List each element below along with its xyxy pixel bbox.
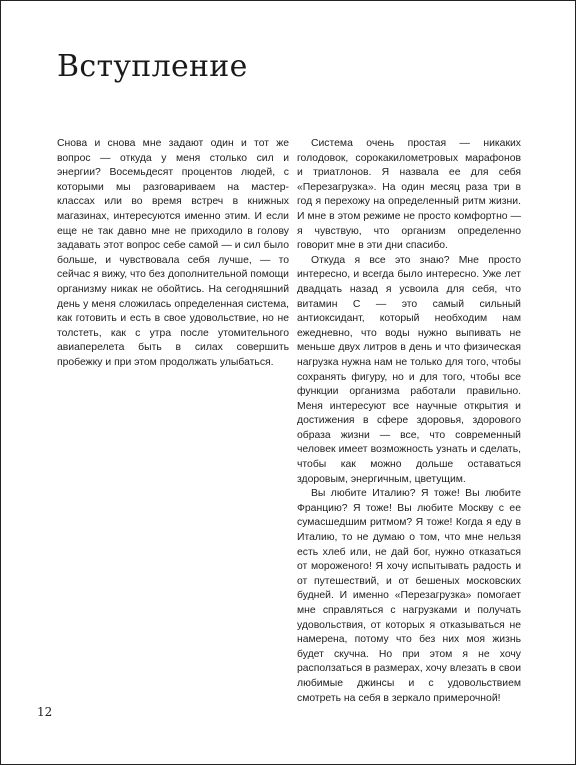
paragraph: Вы любите Италию? Я тоже! Вы любите Францию? Я тоже! Вы любите Москву с ее сумасшедшим ритмом? Я тоже! Когда я еду в Италию, то не думаю о том, что мне нельзя есть хлеб или, не дай бог, нужно отказаться от мороженого! Я хочу испытывать радость и от путешествий, и от бешеных московских будней. И именно «Перезагрузка» помогает мне справляться с нагрузками и получать удовольствия, от которых я отказываться не намерена, потому что без них моя жизнь будет скучна. Но при этом я не хочу расползаться в размерах, хочу влезать в свои любимые джинсы и с удовольствием смотреть на себя в зеркало примерочной!	[297, 488, 521, 704]
paragraph: Снова и снова мне задают один и тот же вопрос — откуда у меня столько сил и энергии? Восемьдесят процентов людей, с которыми мы разговариваем на мастер-классах или во время встреч в книжных магазинах, интересуются именно этим. И если еще не так давно мне не приходило в голову задавать этот вопрос себе самой — и сил было больше, и чувствовала себя лучше, — то сейчас я вижу, что без дополнительной помощи организму никак не обойтись. На сегодняшний день у меня сложилась определенная система, как готовить и есть в свое удовольствие, но не толстеть, как с утра после утомительного авиаперелета быть в силах совершить пробежку и при этом продолжать улыбаться.	[57, 138, 289, 368]
chapter-title: Вступление	[57, 49, 248, 84]
paragraph: Система очень простая — никаких голодовок, сорокакилометровых марафонов и триатлонов. Я назвала ее для себя «Перезагрузка». На один месяц раза три в год я перехожу на определенный ритм жизни. И мне в этом режиме не просто комфортно — я чувствую, что организм определенно говорит мне в эти дни спасибо.	[297, 138, 521, 252]
paragraph: Откуда я все это знаю? Мне просто интересно, и всегда было интересно. Уже лет двадцать назад я усвоила для себя, что витамин С — это самый сильный антиоксидант, который необходим нам ежедневно, что воды нужно выпивать не меньше двух литров в день и что физическая нагрузка нужна нам не только для того, чтобы сохранять фигуру, но и для того, чтобы все функции организма работали правильно. Меня интересуют все научные открытия и достижения в сфере здоровья, здорового образа жизни — все, что современный человек имеет возможность узнать и сделать, чтобы как можно дольше оставаться здоровым, энергичным, цветущим.	[297, 254, 521, 485]
right-text-column	[297, 137, 521, 706]
left-text-column	[57, 137, 289, 371]
page-number: 12	[37, 705, 53, 719]
